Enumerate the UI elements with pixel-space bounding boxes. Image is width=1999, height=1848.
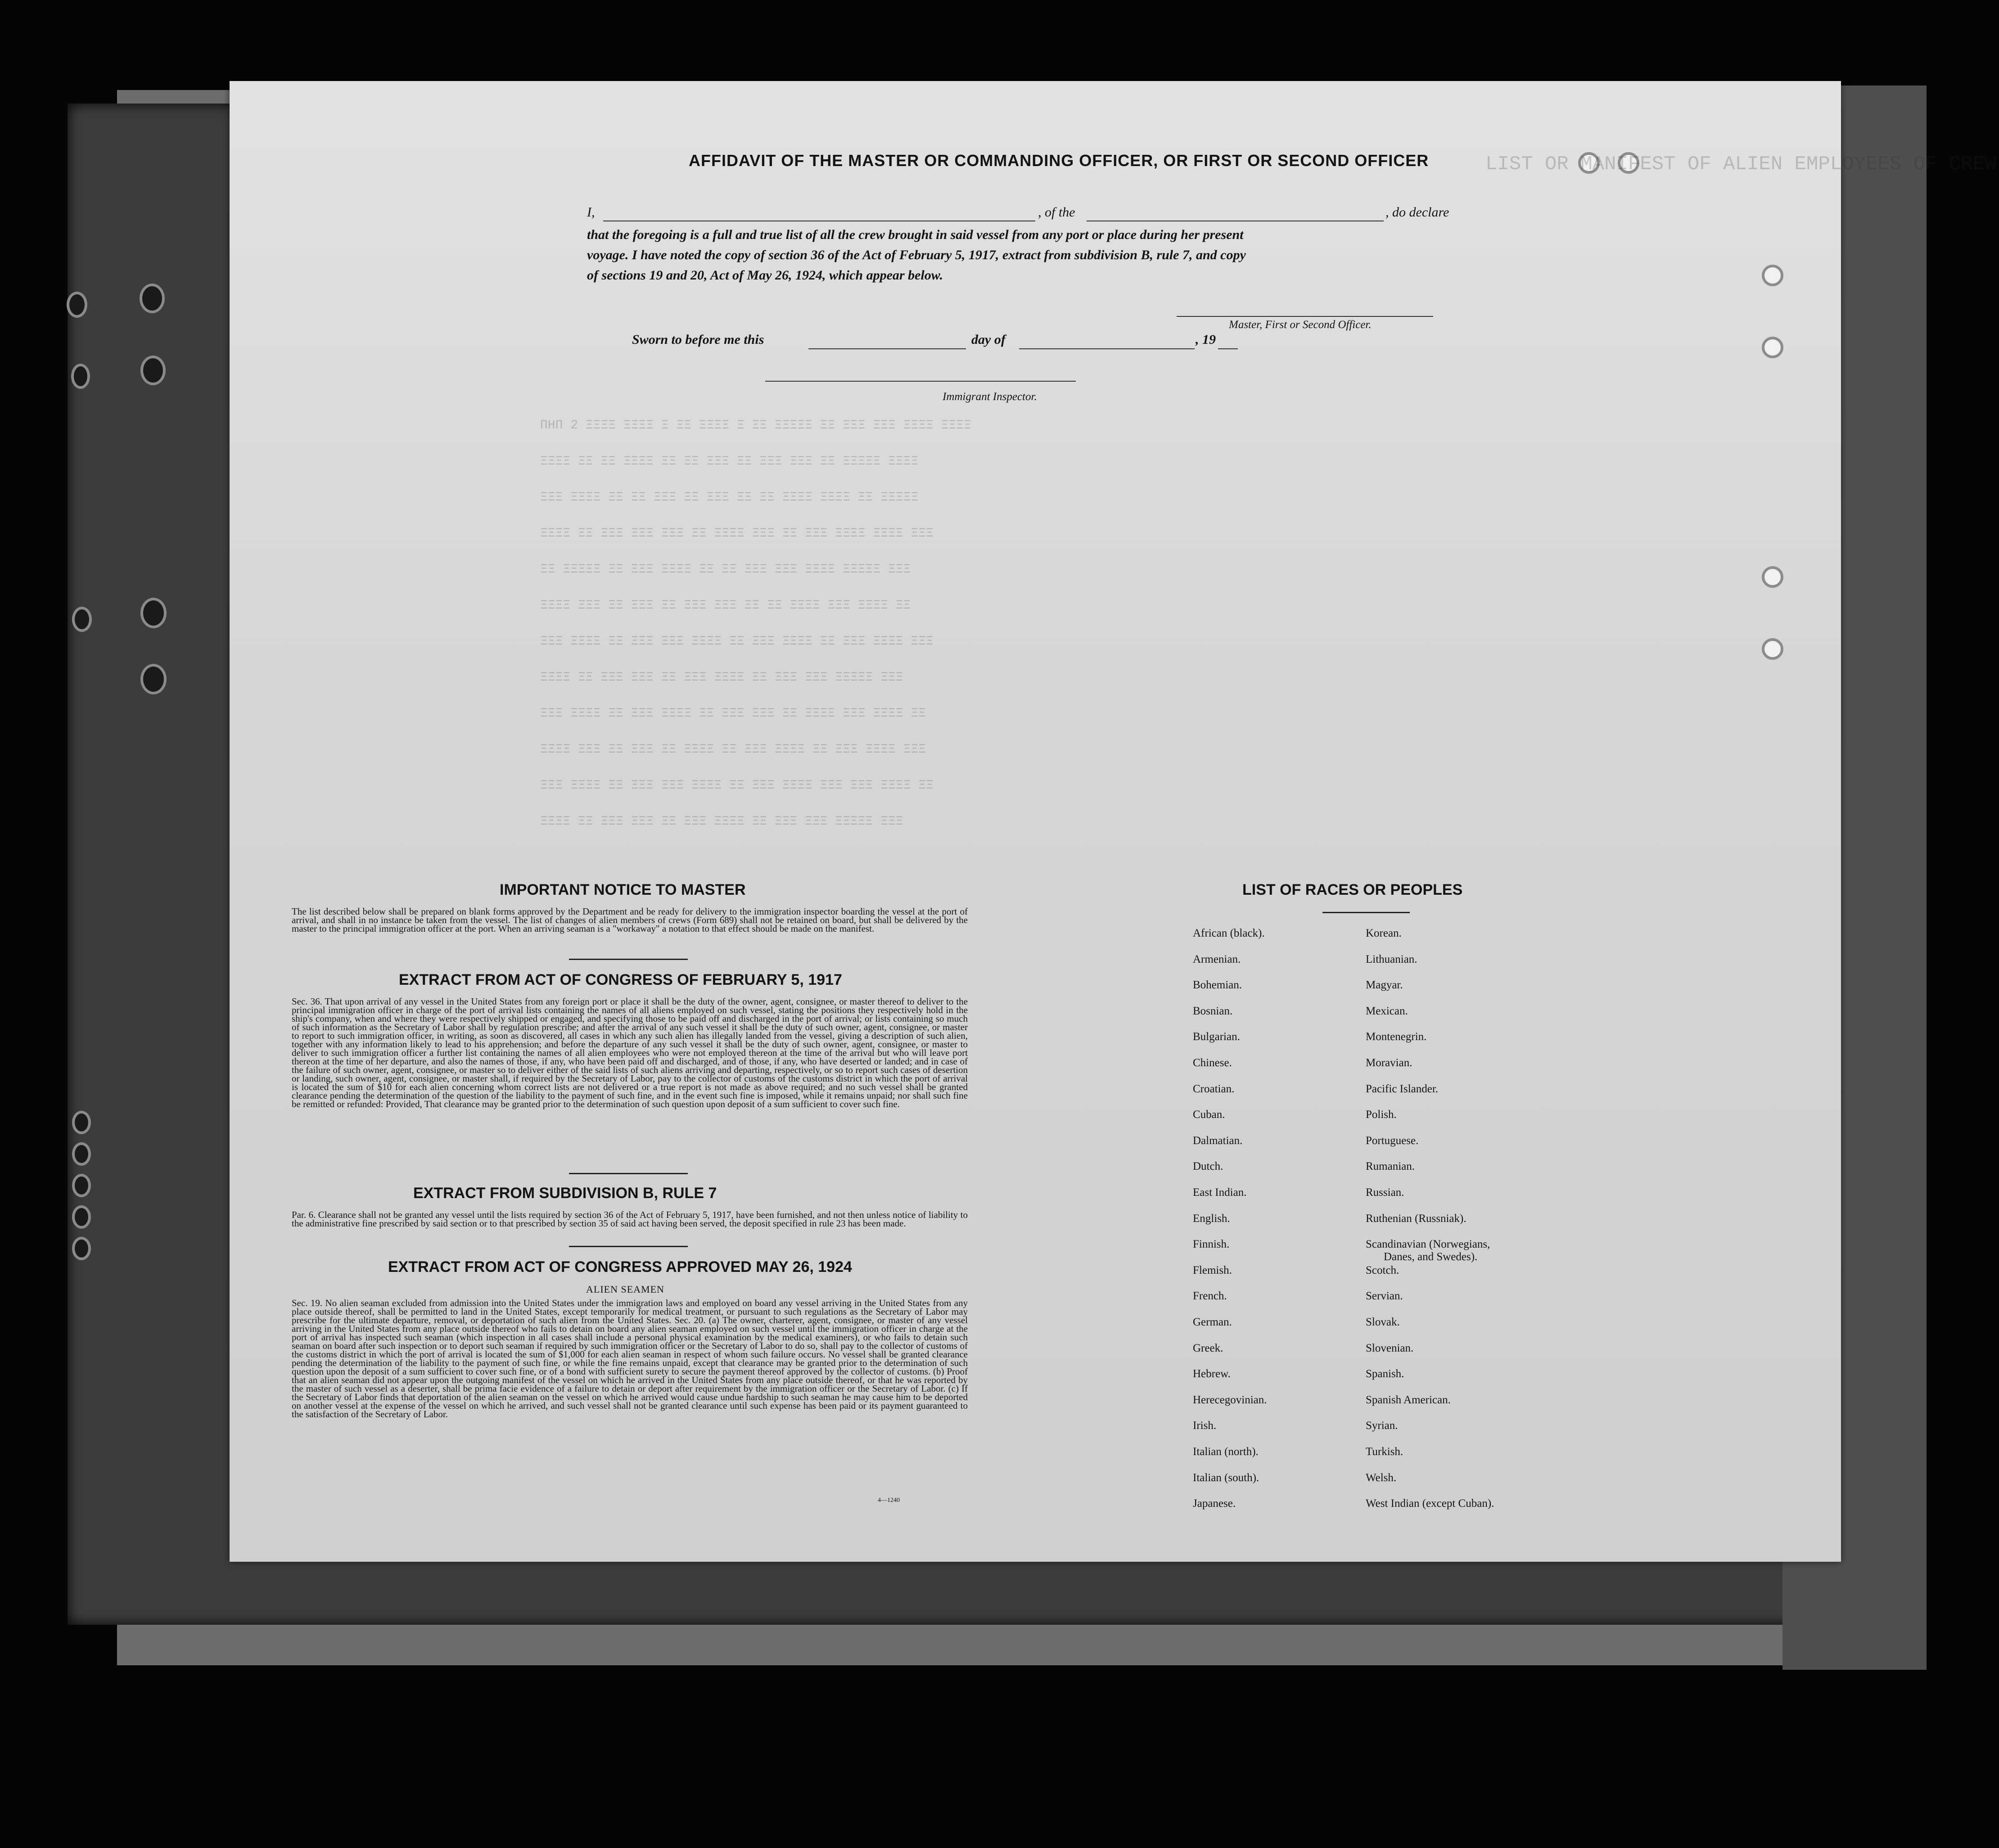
sworn-day-blank[interactable] <box>808 348 966 349</box>
affidavit-do-declare: , do declare <box>1385 205 1449 220</box>
divider <box>569 959 688 960</box>
race-item: Syrian. <box>1366 1420 1398 1432</box>
binder-hole <box>72 1205 91 1229</box>
race-item: Flemish. <box>1193 1264 1232 1276</box>
race-item: Italian (south). <box>1193 1471 1259 1484</box>
race-item: Slovak. <box>1366 1316 1400 1328</box>
race-item: Russian. <box>1366 1186 1404 1199</box>
affidavit-of-the: , of the <box>1038 205 1075 220</box>
race-item: Portuguese. <box>1366 1134 1419 1147</box>
extract-subdivision-title: EXTRACT FROM SUBDIVISION B, RULE 7 <box>413 1185 717 1202</box>
race-item: Montenegrin. <box>1366 1031 1427 1043</box>
race-item: Ruthenian (Russniak). <box>1366 1212 1467 1225</box>
extract-1924-body: Sec. 19. No alien seaman excluded from admission into the United States under the immigration laws and employed on board any vessel arriving in the United States from any place outside thereof, shall be permitted to land in the United States, except temporarily for medical treatment, or pursuant to such regulations as the Secretary of Labor may prescribe for the ultimate departure, removal, or deportation of such alien from the United States. Sec. 20. (a) The owner, charterer, agent, consignee, or master of any vessel arriving in the United States from any place outside thereof who fails to detain on board any alien seaman employed on such vessel until the immigration officer in charge at the port of arrival has inspected such seaman (which inspection in all cases shall include a personal physical examination by the medical examiners), or who fails to detain such seaman on board after such inspection or to deport such seaman if required by such immigration officer or the Secretary of Labor to do so, shall pay to the collector of customs of the customs district in which the port of arrival is located the sum of $1,000 for each alien seaman in respect of whom such failure occurs. No vessel shall be granted clearance pending the determination of the liability to the payment of such fine, or while the fine remains unpaid, except that clearance may be granted prior to the determination of such question upon the deposit of a sum sufficient to cover such fine, or of a bond with sufficient surety to secure the payment thereof approved by the collector of customs. (b) Proof that an alien seaman did not appear upon the outgoing manifest of the vessel on which he arrived in the United States from any place outside thereof, or that he was reported by the master of such vessel as a deserter, shall be prima facie evidence of a failure to detain or deport after requirement by the immigration officer or the Secretary of Labor. (c) If the Secretary of Labor finds that deportation of the alien seaman on the vessel on which he arrived would cause undue hardship to such seaman he may cause him to be deported on another vessel at the expense of the vessel on which he arrived, and such vessel shall not be granted clearance until such expense has been paid or its payment guaranteed to the satisfaction of the Secretary of Labor. <box>292 1298 968 1420</box>
affidavit-line-2: that the foregoing is a full and true list of all the crew brought in said vessel from any port or place during her present <box>587 227 1244 242</box>
race-item: Welsh. <box>1366 1471 1397 1484</box>
races-title: LIST OF RACES OR PEOPLES <box>1242 881 1463 898</box>
race-item: Spanish. <box>1366 1368 1404 1380</box>
punch-hole <box>1762 265 1783 286</box>
race-item: Dalmatian. <box>1193 1134 1243 1147</box>
extract-subdivision-body: Par. 6. Clearance shall not be granted any vessel until the lists required by section 36 of the Act of February 5, 1917, have been furnished, and not then unless notice of liability to the administrative fine prescribed by said section or to that prescribed by section 35 of said act having been served, the deposit specified in rule 23 has been made. <box>292 1209 968 1229</box>
sworn-prefix: Sworn to before me this <box>632 332 764 347</box>
race-item: Dutch. <box>1193 1160 1223 1173</box>
race-item: Chinese. <box>1193 1057 1232 1069</box>
race-item: West Indian (except Cuban). <box>1366 1497 1494 1510</box>
notice-title: IMPORTANT NOTICE TO MASTER <box>500 881 746 898</box>
divider <box>569 1173 688 1174</box>
binder-hole <box>72 1174 91 1197</box>
race-item: Moravian. <box>1366 1057 1412 1069</box>
race-item: Bohemian. <box>1193 979 1242 992</box>
extract-1917-title: EXTRACT FROM ACT OF CONGRESS OF FEBRUARY 5, 1917 <box>399 971 842 988</box>
race-item: Japanese. <box>1193 1497 1236 1510</box>
binder-hole <box>67 292 87 318</box>
alien-seamen-subtitle: ALIEN SEAMEN <box>586 1284 664 1295</box>
race-item: Herecegovinian. <box>1193 1393 1267 1406</box>
affidavit-i: I, <box>587 205 595 220</box>
race-item: Spanish American. <box>1366 1393 1451 1406</box>
race-item: Armenian. <box>1193 953 1241 965</box>
race-item: Korean. <box>1366 927 1402 939</box>
sworn-year-blank[interactable] <box>1218 348 1238 349</box>
race-item: Pacific Islander. <box>1366 1082 1439 1095</box>
race-item: Italian (north). <box>1193 1446 1259 1458</box>
race-item: German. <box>1193 1316 1232 1328</box>
race-item: Slovenian. <box>1366 1342 1414 1354</box>
race-item: Lithuanian. <box>1366 953 1417 965</box>
race-item: Greek. <box>1193 1342 1223 1354</box>
binder-hole <box>140 598 167 628</box>
affidavit-line-4: of sections 19 and 20, Act of May 26, 1924, which appear below. <box>587 268 943 283</box>
binder-hole <box>140 284 165 313</box>
race-item: Cuban. <box>1193 1109 1225 1121</box>
binder-hole <box>72 1142 91 1166</box>
inspector-signature-line[interactable] <box>765 381 1076 382</box>
race-item: Mexican. <box>1366 1005 1408 1017</box>
form-number: 4—1240 <box>878 1497 900 1504</box>
race-item: Croatian. <box>1193 1082 1235 1095</box>
sworn-month-blank[interactable] <box>1019 348 1195 349</box>
race-item: Rumanian. <box>1366 1160 1415 1173</box>
affidavit-line-3: voyage. I have noted the copy of section 36 of the Act of February 5, 1917, extract from subdivision B, rule 7, and copy <box>587 248 1246 262</box>
race-item: Magyar. <box>1366 979 1403 992</box>
race-item: Irish. <box>1193 1420 1217 1432</box>
divider <box>569 1246 688 1247</box>
master-signature-label: Master, First or Second Officer. <box>1229 319 1372 331</box>
race-item: Scandinavian (Norwegians, <box>1366 1238 1490 1251</box>
binder-hole <box>72 1237 91 1260</box>
binder-hole <box>140 356 166 385</box>
race-item: Bulgarian. <box>1193 1031 1240 1043</box>
race-item: Scotch. <box>1366 1264 1399 1276</box>
race-item: Hebrew. <box>1193 1368 1231 1380</box>
notice-body: The list described below shall be prepared on blank forms approved by the Department and be ready for delivery to the immigration inspector boarding the vessel at the port of arrival, and shall in no instance be taken from the vessel. The list of changes of alien members of crews (Form 689) shall not be retained on board, but shall be delivered by the master to the principal immigration officer at the port. When an arriving seaman is a "workaway" a notation to that effect should be made on the manifest. <box>292 906 968 934</box>
race-item: Bosnian. <box>1193 1005 1233 1017</box>
punch-hole <box>1762 566 1783 588</box>
punch-hole <box>1762 638 1783 660</box>
race-item: French. <box>1193 1290 1227 1303</box>
race-item: Danes, and Swedes). <box>1384 1251 1478 1263</box>
extract-1924-title: EXTRACT FROM ACT OF CONGRESS APPROVED MAY 26, 1924 <box>388 1258 852 1276</box>
punch-hole <box>1762 337 1783 358</box>
binder-hole <box>140 664 167 694</box>
affidavit-title: AFFIDAVIT OF THE MASTER OR COMMANDING OFFICER, OR FIRST OR SECOND OFFICER <box>689 151 1429 170</box>
binder-hole <box>72 607 92 632</box>
divider <box>1322 912 1410 913</box>
inspector-label: Immigrant Inspector. <box>943 391 1037 403</box>
race-item: English. <box>1193 1212 1230 1225</box>
race-item: East Indian. <box>1193 1186 1247 1199</box>
binder-hole <box>71 364 90 389</box>
sworn-day-of: day of <box>971 332 1006 347</box>
race-item: Servian. <box>1366 1290 1403 1303</box>
binder-hole <box>72 1111 91 1134</box>
master-signature-line[interactable] <box>1177 316 1433 317</box>
sworn-year: , 19 <box>1196 332 1216 347</box>
race-item: Finnish. <box>1193 1238 1230 1251</box>
extract-1917-body: Sec. 36. That upon arrival of any vessel in the United States from any foreign port or place it shall be the duty of the owner, agent, consignee, or master thereof to deliver to the principal immigration officer in charge of the port of arrival lists containing the names of all aliens employed on such vessel, stating the positions they respectively hold in the ship's company, when and where they were respectively shipped or engaged, and specifying those to be paid off and discharged in the port of arrival; or lists containing so much of such information as the Secretary of Labor shall by regulation prescribe; and after the arrival of any such vessel it shall be the duty of such owner, agent, consignee, or master to report to such immigration officer, in writing, as soon as discovered, all cases in which any such alien has illegally landed from the vessel, giving a description of such alien, together with any information likely to lead to his apprehension; and before the departure of any such vessel it shall be the duty of such owner, agent, consignee, or master to deliver to such immigration officer a further list containing the names of all alien employees who were not employed thereon at the time of the arrival but who will leave port thereon at the time of her departure, and also the names of those, if any, who have been paid off and discharged, and of those, if any, who have deserted or landed; and in case of the failure of such owner, agent, consignee, or master so to deliver either of the said lists of such aliens arriving and departing, respectively, or so to report such cases of desertion or landing, such owner, agent, consignee, or master shall, if required by the Secretary of Labor, pay to the collector of customs of the customs district in which the port of arrival is located the sum of $10 for each alien concerning whom correct lists are not delivered or a true report is not made as above required; and no such vessel shall be granted clearance pending the determination of the question of the liability to the payment of such fine, and in the event such fine is imposed, while it remains unpaid; nor shall such fine be remitted or refunded: Provided, That clearance may be granted prior to the determination of such question upon deposit of a sum sufficient to cover such fine. <box>292 996 968 1109</box>
race-item: African (black). <box>1193 927 1265 939</box>
race-item: Turkish. <box>1366 1446 1403 1458</box>
race-item: Polish. <box>1366 1109 1397 1121</box>
